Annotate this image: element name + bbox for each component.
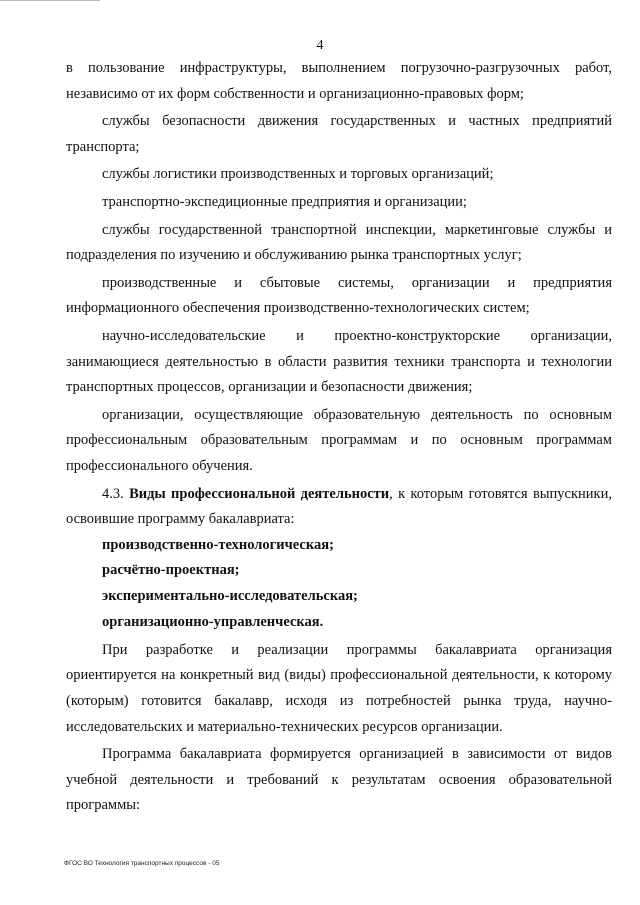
list-paragraph-educational-orgs: организации, осуществляющие образовательную деятельность по основным профессиональным образовательным программам и по основным программам профессионального обучения.	[66, 406, 612, 474]
document-footer: ФГОС ВО Технология транспортных процессов - 05	[64, 860, 220, 867]
section-paragraph	[66, 482, 612, 533]
list-paragraph-forwarding: транспортно-экспедиционные предприятия и организации;	[102, 193, 467, 210]
activity-type-item: экспериментально-исследовательская;	[102, 588, 358, 605]
list-paragraph-inspection: службы государственной транспортной инспекции, маркетинговые службы и подразделения по изучению и обслуживанию рынка транспортных услуг;	[66, 221, 612, 264]
closing-paragraph: Программа бакалавриата формируется организацией в зависимости от видов учебной деятельности и требований к результатам освоения образовательной программы:	[66, 746, 612, 814]
list-paragraph-research-orgs: научно-исследовательские и проектно-конструкторские организации, занимающиеся деятельностью в области развития техники транспорта и технологии транспортных процессов, организации и безопасности движения;	[66, 327, 612, 396]
closing-paragraph: При разработке и реализации программы бакалавриата организация ориентируется на конкретный вид (виды) профессиональной деятельности, к которому (которым) готовится бакалавр, исходя из потребностей рынка труда, научно-исследовательских и материально-технических ресурсов организации.	[66, 641, 612, 735]
section-number: 4.3.	[102, 485, 124, 502]
activity-type-item: расчётно-проектная;	[102, 562, 240, 579]
list-paragraph-safety-services: службы безопасности движения государственных и частных предприятий транспорта;	[66, 113, 612, 155]
list-paragraph-production-systems: производственные и сбытовые системы, организации и предприятия информационного обеспечения производственно-технологических систем;	[66, 274, 612, 317]
page-number: 4	[316, 38, 324, 53]
scan-corner-line	[0, 0, 100, 1]
paragraph-continuation: в пользование инфраструктуры, выполнением погрузочно-разгрузочных работ, независимо от их форм собственности и организационно-правовых форм;	[66, 60, 612, 102]
document-body	[66, 56, 612, 819]
activity-type-item: организационно-управленческая.	[102, 614, 324, 631]
section-text: , к которым готовятся выпускники, освоившие программу бакалавриата:	[66, 485, 612, 528]
section-title: Виды профессиональной деятельности	[129, 485, 390, 502]
list-paragraph-logistics: службы логистики производственных и торговых организаций;	[102, 166, 494, 183]
activity-type-item: производственно-технологическая;	[102, 536, 334, 553]
